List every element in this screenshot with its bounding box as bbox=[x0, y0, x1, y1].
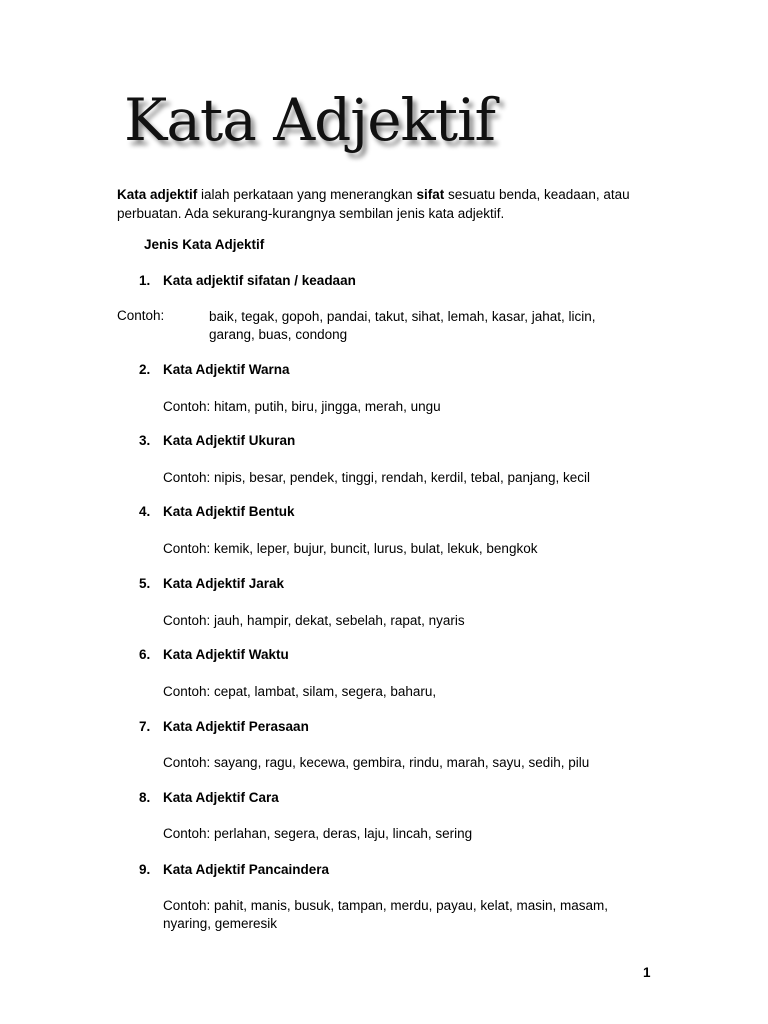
example-text-3: Contoh: nipis, besar, pendek, tinggi, rendah, kerdil, tebal, panjang, kecil bbox=[163, 470, 591, 485]
example-text-5: Contoh: jauh, hampir, dekat, sebelah, rapat, nyaris bbox=[163, 613, 465, 628]
list-title: Kata Adjektif Ukuran bbox=[163, 433, 296, 448]
list-number: 4. bbox=[139, 504, 151, 519]
list-item-heading-2 bbox=[139, 362, 290, 377]
list-item-heading-7 bbox=[139, 719, 309, 734]
list-number: 1. bbox=[139, 273, 151, 288]
intro-term: Kata adjektif bbox=[117, 187, 198, 202]
list-title: Kata Adjektif Cara bbox=[163, 790, 279, 805]
example-text-8: Contoh: perlahan, segera, deras, laju, lincah, sering bbox=[163, 826, 473, 841]
list-number: 3. bbox=[139, 433, 151, 448]
list-item-heading-5 bbox=[139, 576, 284, 591]
intro-text-1: ialah perkataan yang menerangkan bbox=[197, 187, 417, 202]
example-label: Contoh: bbox=[117, 308, 165, 323]
list-item-heading-8 bbox=[139, 790, 279, 805]
list-number: 7. bbox=[139, 719, 151, 734]
list-title: Kata Adjektif Jarak bbox=[163, 576, 285, 591]
list-title: Kata adjektif sifatan / keadaan bbox=[163, 273, 356, 288]
list-item-heading-9 bbox=[139, 862, 329, 877]
list-number: 6. bbox=[139, 647, 151, 662]
list-item-heading-4 bbox=[139, 504, 295, 519]
list-item-heading-6 bbox=[139, 647, 289, 662]
list-number: 2. bbox=[139, 362, 151, 377]
list-title: Kata Adjektif Pancaindera bbox=[163, 862, 330, 877]
list-title: Kata Adjektif Warna bbox=[163, 362, 290, 377]
list-number: 5. bbox=[139, 576, 151, 591]
intro-keyword: sifat bbox=[416, 187, 445, 202]
list-item-heading-1 bbox=[139, 273, 356, 288]
intro-text-2: sesuatu benda, keadaan, atau perbuatan. Ada sekurang-kurangnya sembilan jenis kata adjektif. bbox=[117, 187, 630, 221]
list-item-heading-3 bbox=[139, 433, 295, 448]
page-number: 1 bbox=[643, 965, 651, 980]
example-text-2: Contoh: hitam, putih, biru, jingga, merah, ungu bbox=[163, 399, 441, 414]
example-text-6: Contoh: cepat, lambat, silam, segera, baharu, bbox=[163, 684, 437, 699]
document-title: Kata Adjektif bbox=[124, 86, 496, 154]
intro-paragraph bbox=[117, 185, 647, 223]
example-text-1: baik, tegak, gopoh, pandai, takut, sihat, lemah, kasar, jahat, licin, garang, buas, condong bbox=[209, 309, 596, 342]
list-title: Kata Adjektif Bentuk bbox=[163, 504, 295, 519]
list-number: 8. bbox=[139, 790, 151, 805]
example-text-4: Contoh: kemik, leper, bujur, buncit, lurus, bulat, lekuk, bengkok bbox=[163, 541, 538, 556]
example-text-7: Contoh: sayang, ragu, kecewa, gembira, rindu, marah, sayu, sedih, pilu bbox=[163, 755, 590, 770]
list-title: Kata Adjektif Perasaan bbox=[163, 719, 309, 734]
section-heading: Jenis Kata Adjektif bbox=[144, 237, 265, 252]
list-number: 9. bbox=[139, 862, 151, 877]
list-title: Kata Adjektif Waktu bbox=[163, 647, 289, 662]
example-text-9: Contoh: pahit, manis, busuk, tampan, merdu, payau, kelat, masin, masam, nyaring, gemeresik bbox=[163, 898, 608, 931]
